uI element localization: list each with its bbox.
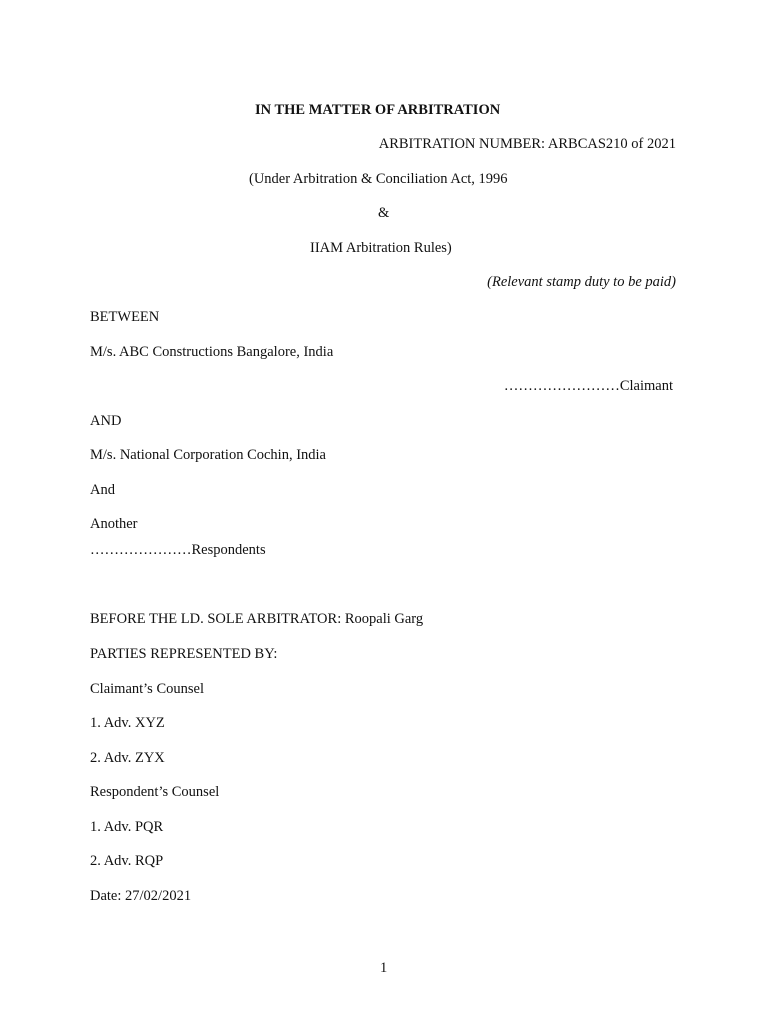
respondent-party: M/s. National Corporation Cochin, India	[90, 447, 326, 463]
date-line: Date: 27/02/2021	[90, 888, 192, 904]
stamp-duty-note: (Relevant stamp duty to be paid)	[487, 274, 676, 290]
respondents-role: …………………Respondents	[90, 542, 266, 558]
act-line: (Under Arbitration & Conciliation Act, 1996	[249, 171, 508, 187]
claimant-role: ……………………Claimant	[503, 378, 673, 394]
represented-label: PARTIES REPRESENTED BY:	[90, 646, 278, 662]
claimant-counsel-item: 2. Adv. ZYX	[90, 750, 165, 766]
document-title: IN THE MATTER OF ARBITRATION	[255, 102, 501, 118]
respondent-counsel-item: 2. Adv. RQP	[90, 853, 164, 869]
rules-line: IIAM Arbitration Rules)	[310, 240, 452, 256]
page-number: 1	[380, 960, 388, 976]
claimant-counsel-heading: Claimant’s Counsel	[90, 681, 204, 697]
another-label: Another	[90, 516, 138, 532]
arbitrator-line: BEFORE THE LD. SOLE ARBITRATOR: Roopali Garg	[90, 611, 424, 627]
respondent-counsel-item: 1. Adv. PQR	[90, 819, 164, 835]
claimant-party: M/s. ABC Constructions Bangalore, India	[90, 344, 334, 360]
arbitration-number: ARBITRATION NUMBER: ARBCAS210 of 2021	[378, 136, 676, 152]
respondent-counsel-heading: Respondent’s Counsel	[90, 784, 220, 800]
claimant-counsel-item: 1. Adv. XYZ	[90, 715, 165, 731]
and-label: AND	[90, 413, 122, 429]
and-lower-label: And	[90, 482, 115, 498]
ampersand: &	[378, 205, 390, 221]
between-label: BETWEEN	[90, 309, 160, 325]
